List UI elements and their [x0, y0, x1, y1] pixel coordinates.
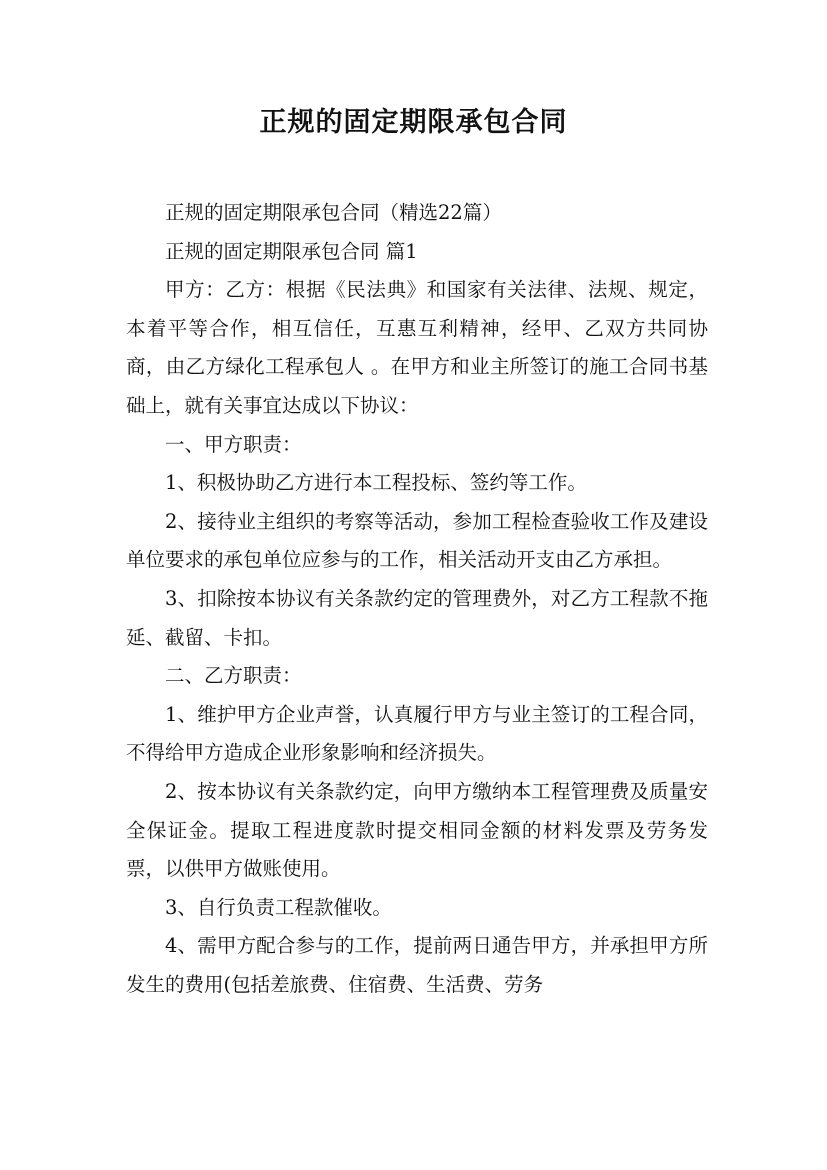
paragraph-party-b-item-4: 4、需甲方配合参与的工作，提前两日通告甲方，并承担甲方所发生的费用(包括差旅费、住宿费、生活费、劳务: [126, 934, 708, 996]
paragraph-party-a-item-1: 1、积极协助乙方进行本工程投标、签约等工作。: [165, 471, 587, 495]
paragraph-party-b-item-2: 2、按本协议有关条款约定，向甲方缴纳本工程管理费及质量安全保证金。提取工程进度款时提交相同金额的材料发票及劳务发票，以供甲方做账使用。: [126, 779, 708, 881]
paragraph-party-a-heading: 一、甲方职责：: [165, 432, 302, 456]
paragraph-party-b-item-1: 1、维护甲方企业声誉，认真履行甲方与业主签订的工程合同，不得给甲方造成企业形象影响和经济损失。: [126, 702, 708, 765]
paragraph-party-b-heading: 二、乙方职责：: [165, 664, 302, 688]
paragraph-preamble: 甲方：乙方：根据《民法典》和国家有关法律、法规、规定，本着平等合作，相互信任，互惠互利精神，经甲、乙双方共同协商，由乙方绿化工程承包人 。在甲方和业主所签订的施工合同书基础上，就有关事宜达成以下协议：: [126, 278, 708, 417]
paragraph-party-a-item-2: 2、接待业主组织的考察等活动，参加工程检查验收工作及建设单位要求的承包单位应参与的工作，相关活动开支由乙方承担。: [126, 509, 708, 572]
paragraph-party-a-item-3: 3、扣除按本协议有关条款约定的管理费外，对乙方工程款不拖延、截留、卡扣。: [126, 586, 708, 649]
paragraph-subtitle: 正规的固定期限承包合同（精选22篇）: [165, 201, 502, 224]
document-title: 正规的固定期限承包合同: [259, 107, 568, 138]
paragraph-section-heading: 正规的固定期限承包合同 篇1: [165, 239, 418, 263]
paragraph-party-b-item-3: 3、自行负责工程款催收。: [165, 895, 392, 919]
document-body: [126, 194, 708, 1004]
